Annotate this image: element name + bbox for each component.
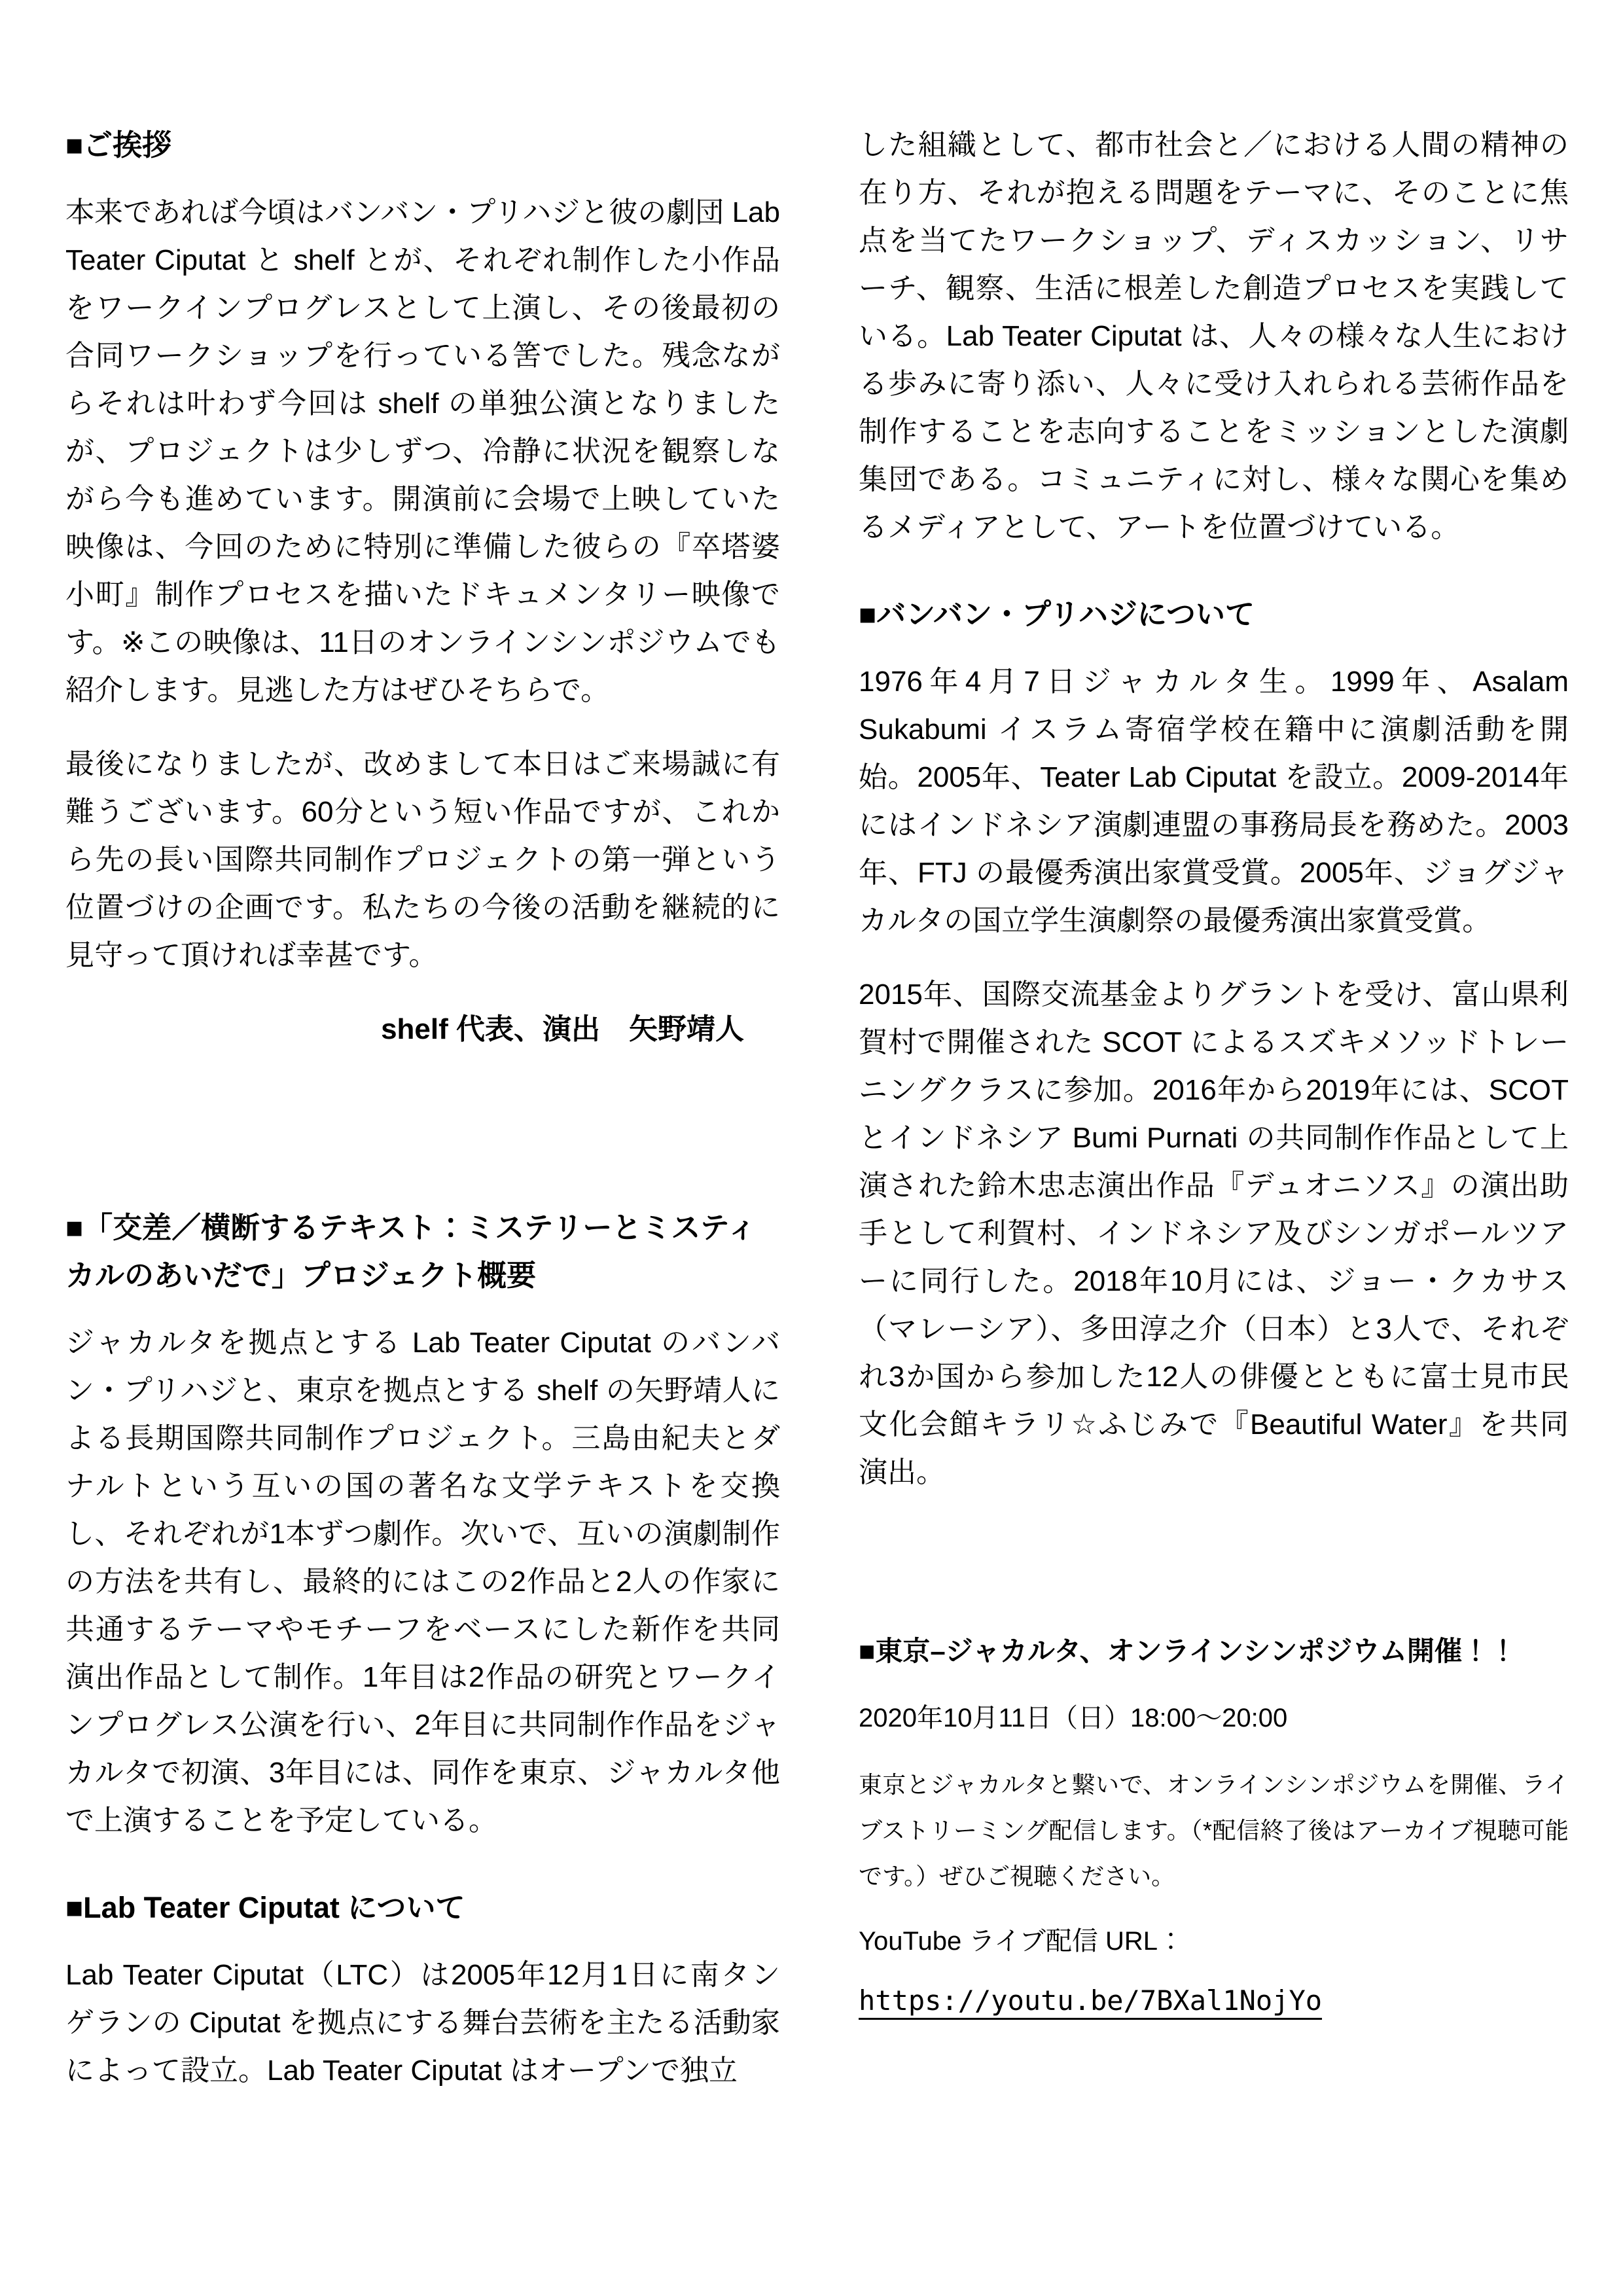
section-heading-greeting: ■ご挨拶 bbox=[65, 128, 172, 162]
section-heading-symposium: ■東京–ジャカルタ、オンラインシンポジウム開催！！ bbox=[859, 1636, 1517, 1666]
youtube-live-link[interactable]: https://youtu.be/7BXal1NojYo bbox=[859, 1984, 1323, 2017]
bambang-bio-paragraph-2: 2015年、国際交流基金よりグラントを受け、富山県利賀村で開催された SCOT によるスズキメソッドトレーニングクラスに参加。2016年から2019年には、SCOT とインドネシア Bumi Purnati の共同制作作品として上演された鈴木忠志演出作品『デュオニソス』の演出助手として利賀村、インドネシア及びシンガポールツアーに同行した。2018年10月には、ジョー・クカサス（マレーシア）、多田淳之介（日本）と3人で、それぞれ3か国から参加した12人の俳優とともに富士見市民文化会館キラリ☆ふじみで『Beautiful Water』を共同演出。 bbox=[859, 978, 1569, 1488]
lab-teater-ciputat-paragraph-part2: した組織として、都市社会と／における人間の精神の在り方、それが抱える問題をテーマに、そのことに焦点を当てたワークショップ、ディスカッション、リサーチ、観察、生活に根差した創造プロセスを実践している。Lab Teater Ciputat は、人々の様々な人生における歩みに寄り添い、人々に受け入れられる芸術作品を制作することを志向することをミッションとした演劇集団である。コミュニティに対し、様々な関心を集めるメディアとして、アートを位置づけている。 bbox=[859, 129, 1569, 543]
greeting-paragraph-1: 本来であれば今頃はバンバン・プリハジと彼の劇団 Lab Teater Ciputat と shelf とが、それぞれ制作した小作品をワークインプログレスとして上演し、その後最初の合同ワークショップを行っている筈でした。残念ながらそれは叶わず今回は shelf の単独公演となりましたが、プロジェクトは少しずつ、冷静に状況を観察しながら今も進めています。開演前に会場で上映していた映像は、今回のために特別に準備した彼らの『卒塔婆小町』制作プロセスを描いたドキュメンタリー映像です。※この映像は、11日のオンラインシンポジウムでも紹介します。見逃した方はぜひそちらで。 bbox=[65, 196, 780, 706]
greeting-paragraph-2: 最後になりましたが、改めまして本日はご来場誠に有難うございます。60分という短い作品ですが、これから先の長い国際共同制作プロジェクトの第一弾という位置づけの企画です。私たちの今後の活動を継続的に見守って頂ければ幸甚です。 bbox=[65, 748, 780, 971]
section-heading-bambang-prihadi: ■バンバン・プリハジについて bbox=[859, 598, 1255, 631]
project-overview-paragraph: ジャカルタを拠点とする Lab Teater Ciputat のバンバン・プリハジと、東京を拠点とする shelf の矢野靖人による長期国際共同制作プロジェクト。三島由紀夫とダナルトという互いの国の著名な文学テキストを交換し、それぞれが1本ずつ劇作。次いで、互いの演劇制作の方法を共有し、最終的にはこの2作品と2人の作家に共通するテーマやモチーフをベースにした新作を共同演出作品として制作。1年目は2作品の研究とワークインプログレス公演を行い、2年目に共同制作作品をジャカルタで初演、3年目には、同作を東京、ジャカルタ他で上演することを予定している。 bbox=[65, 1327, 780, 1837]
signature-line: shelf 代表、演出 矢野靖人 bbox=[381, 1013, 744, 1045]
symposium-note: 東京とジャカルタと繋いで、オンラインシンポジウムを開催、ライブストリーミング配信します。（*配信終了後はアーカイブ視聴可能です。）ぜひご視聴ください。 bbox=[859, 1771, 1569, 1890]
section-heading-lab-teater-ciputat: ■Lab Teater Ciputat について bbox=[65, 1891, 465, 1924]
symposium-datetime: 2020年10月11日（日）18:00～20:00 bbox=[859, 1704, 1288, 1732]
right-column bbox=[859, 121, 1569, 2020]
youtube-url-label: YouTube ライブ配信 URL： bbox=[859, 1927, 1185, 1956]
lab-teater-ciputat-paragraph-part1: Lab Teater Ciputat（LTC）は2005年12月1日に南タンゲランの Ciputat を拠点にする舞台芸術を主たる活動家によって設立。Lab Teater Ciputat はオープンで独立 bbox=[65, 1959, 780, 2087]
left-column bbox=[65, 121, 780, 2121]
section-heading-project-overview: ■「交差／横断するテキスト：ミステリーとミスティカルのあいだで」プロジェクト概要 bbox=[65, 1211, 757, 1292]
bambang-bio-paragraph-1: 1976年4月7日ジャカルタ生。1999年、Asalam Sukabumi イスラム寄宿学校在籍中に演劇活動を開始。2005年、Teater Lab Ciputat を設立。2009-2014年にはインドネシア演劇連盟の事務局長を務めた。2003年、FTJ の最優秀演出家賞受賞。2005年、ジョグジャカルタの国立学生演劇祭の最優秀演出家賞受賞。 bbox=[859, 666, 1569, 937]
